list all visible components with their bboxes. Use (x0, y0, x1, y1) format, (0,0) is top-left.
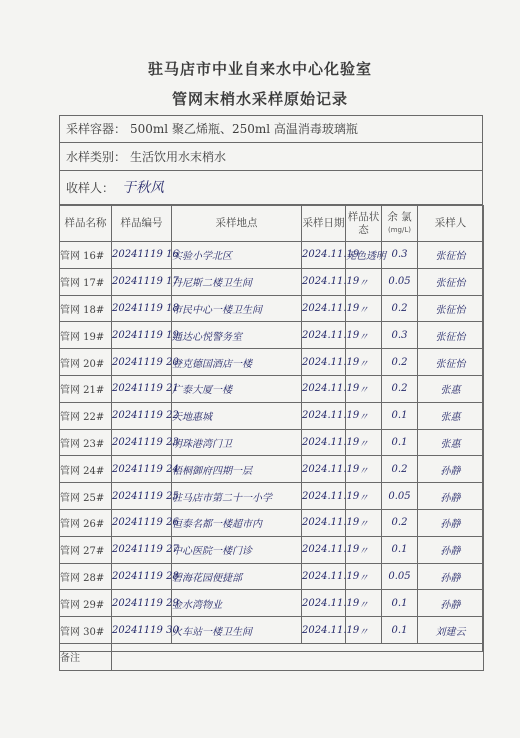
sample-name: 管网 16# (60, 242, 112, 269)
header-chlorine-label: 余 氯 (387, 210, 412, 223)
container-row (59, 115, 483, 143)
receiver-signature: 于秋风 (122, 180, 165, 196)
sample-state: 〃 (346, 536, 382, 563)
sample-name: 管网 22# (60, 402, 112, 429)
header-name: 样品名称 (60, 206, 112, 242)
sample-location: 丹尼斯二楼卫生间 (172, 268, 302, 295)
sample-code: 20241119 21 (112, 375, 172, 402)
sample-date: 2024.11.19 (302, 429, 346, 456)
sample-state: 〃 (346, 295, 382, 322)
sample-location: 梧桐御府四期一层 (172, 456, 302, 483)
sampler-signature: 孙静 (418, 590, 484, 617)
header-chlorine (382, 206, 418, 242)
header-chlorine-unit: (mg/L) (388, 225, 411, 234)
container-value: 500ml 聚乙烯瓶、250ml 高温消毒玻璃瓶 (130, 122, 358, 136)
sampler-signature: 孙静 (418, 456, 484, 483)
sample-location: 登克德国酒店一楼 (172, 349, 302, 376)
sample-name: 管网 24# (60, 456, 112, 483)
sample-code: 20241119 28 (112, 563, 172, 590)
residual-chlorine: 0.1 (382, 617, 418, 644)
sample-type-label: 水样类别： (66, 150, 127, 164)
sampling-table (59, 205, 484, 671)
lab-title: 驻马店市中业自来水中心化验室 (147, 60, 372, 78)
sample-location: 广泰大厦一楼 (172, 375, 302, 402)
table-row (60, 295, 484, 322)
sample-name: 管网 19# (60, 322, 112, 349)
sampler-signature: 张征怡 (418, 295, 484, 322)
table-row (60, 617, 484, 644)
sample-state: 〃 (346, 402, 382, 429)
residual-chlorine: 0.1 (382, 402, 418, 429)
table-row (60, 563, 484, 590)
sample-state: 〃 (346, 456, 382, 483)
sample-name: 管网 25# (60, 483, 112, 510)
sample-date: 2024.11.19 (302, 563, 346, 590)
sample-date: 2024.11.19 (302, 617, 346, 644)
sample-date: 2024.11.19 (302, 322, 346, 349)
sampler-signature: 张惠 (418, 429, 484, 456)
residual-chlorine: 0.1 (382, 429, 418, 456)
sampler-signature: 张征怡 (418, 242, 484, 269)
sample-code: 20241119 26 (112, 509, 172, 536)
sample-code: 20241119 18 (112, 295, 172, 322)
sample-date: 2024.11.19 (302, 242, 346, 269)
table-row (60, 242, 484, 269)
sample-name: 管网 29# (60, 590, 112, 617)
sampler-signature: 孙静 (418, 563, 484, 590)
sample-state: 〃 (346, 617, 382, 644)
sample-date: 2024.11.19 (302, 349, 346, 376)
sample-date: 2024.11.19 (302, 375, 346, 402)
sample-location: 驻马店市第二十一小学 (172, 483, 302, 510)
sample-code: 20241119 29 (112, 590, 172, 617)
sample-state: 〃 (346, 429, 382, 456)
sample-date: 2024.11.19 (302, 268, 346, 295)
table-row (60, 268, 484, 295)
sample-code: 20241119 20 (112, 349, 172, 376)
sample-date: 2024.11.19 (302, 536, 346, 563)
note-label: 备注 (60, 643, 112, 670)
sample-state: 〃 (346, 268, 382, 295)
sample-location: 实验小学北区 (172, 242, 302, 269)
sample-code: 20241119 17 (112, 268, 172, 295)
sample-location: 火车站一楼卫生间 (172, 617, 302, 644)
sample-location: 天地惠城 (172, 402, 302, 429)
residual-chlorine: 0.2 (382, 349, 418, 376)
residual-chlorine: 0.3 (382, 322, 418, 349)
sample-location: 市民中心一楼卫生间 (172, 295, 302, 322)
sample-date: 2024.11.19 (302, 483, 346, 510)
sample-date: 2024.11.19 (302, 402, 346, 429)
sample-code: 20241119 30 (112, 617, 172, 644)
receiver-label: 收样人： (66, 181, 115, 195)
sample-location: 碧海花园便捷部 (172, 563, 302, 590)
sample-location: 明珠港湾门卫 (172, 429, 302, 456)
sample-code: 20241119 24 (112, 456, 172, 483)
receiver-row (59, 171, 483, 205)
sampler-signature: 孙静 (418, 483, 484, 510)
table-header-row (60, 206, 484, 242)
table-row (60, 349, 484, 376)
sample-name: 管网 28# (60, 563, 112, 590)
table-row (60, 509, 484, 536)
residual-chlorine: 0.2 (382, 295, 418, 322)
sample-name: 管网 20# (60, 349, 112, 376)
sample-date: 2024.11.19 (302, 456, 346, 483)
header-code: 样品编号 (112, 206, 172, 242)
residual-chlorine: 0.1 (382, 536, 418, 563)
sampler-signature: 张征怡 (418, 268, 484, 295)
sampler-signature: 张惠 (418, 402, 484, 429)
residual-chlorine: 0.2 (382, 456, 418, 483)
sample-name: 管网 18# (60, 295, 112, 322)
sample-code: 20241119 27 (112, 536, 172, 563)
residual-chlorine: 0.2 (382, 509, 418, 536)
sample-location: 中心医院一楼门诊 (172, 536, 302, 563)
table-row (60, 456, 484, 483)
sample-date: 2024.11.19 (302, 590, 346, 617)
sample-state: 〃 (346, 483, 382, 510)
residual-chlorine: 0.2 (382, 375, 418, 402)
sample-code: 20241119 16 (112, 242, 172, 269)
sample-code: 20241119 19 (112, 322, 172, 349)
sample-name: 管网 30# (60, 617, 112, 644)
header-date: 采样日期 (302, 206, 346, 242)
table-row (60, 402, 484, 429)
table-row (60, 483, 484, 510)
sample-date: 2024.11.19 (302, 295, 346, 322)
sample-state: 〃 (346, 349, 382, 376)
table-row (60, 322, 484, 349)
sample-name: 管网 26# (60, 509, 112, 536)
table-row (60, 429, 484, 456)
table-row (60, 536, 484, 563)
container-label: 采样容器： (66, 122, 127, 136)
note-row (60, 643, 484, 670)
sampler-signature: 张征怡 (418, 349, 484, 376)
sample-date: 2024.11.19 (302, 509, 346, 536)
sample-state: 〃 (346, 375, 382, 402)
sample-location: 恒泰名都一楼超市内 (172, 509, 302, 536)
sample-state: 无色透明 (346, 242, 382, 269)
sample-type-value: 生活饮用水末梢水 (130, 150, 227, 164)
sample-type-row (59, 143, 483, 171)
sample-location: 金水湾物业 (172, 590, 302, 617)
sample-state: 〃 (346, 509, 382, 536)
sample-code: 20241119 23 (112, 429, 172, 456)
sample-name: 管网 21# (60, 375, 112, 402)
sample-state: 〃 (346, 322, 382, 349)
note-cell (112, 643, 484, 670)
sample-name: 管网 23# (60, 429, 112, 456)
sample-code: 20241119 25 (112, 483, 172, 510)
sample-code: 20241119 22 (112, 402, 172, 429)
header-location: 采样地点 (172, 206, 302, 242)
sampler-signature: 刘建云 (418, 617, 484, 644)
header-sampler: 采样人 (418, 206, 484, 242)
residual-chlorine: 0.05 (382, 483, 418, 510)
sample-name: 管网 27# (60, 536, 112, 563)
header-state: 样品状态 (346, 206, 382, 242)
sample-name: 管网 17# (60, 268, 112, 295)
sampler-signature: 孙静 (418, 509, 484, 536)
sampler-signature: 孙静 (418, 536, 484, 563)
sample-state: 〃 (346, 563, 382, 590)
sample-state: 〃 (346, 590, 382, 617)
residual-chlorine: 0.3 (382, 242, 418, 269)
table-row (60, 375, 484, 402)
sample-location: 通达心悦警务室 (172, 322, 302, 349)
residual-chlorine: 0.05 (382, 268, 418, 295)
sampler-signature: 张征怡 (418, 322, 484, 349)
residual-chlorine: 0.1 (382, 590, 418, 617)
sampler-signature: 张惠 (418, 375, 484, 402)
form-title: 管网末梢水采样原始记录 (171, 90, 348, 108)
table-row (60, 590, 484, 617)
residual-chlorine: 0.05 (382, 563, 418, 590)
